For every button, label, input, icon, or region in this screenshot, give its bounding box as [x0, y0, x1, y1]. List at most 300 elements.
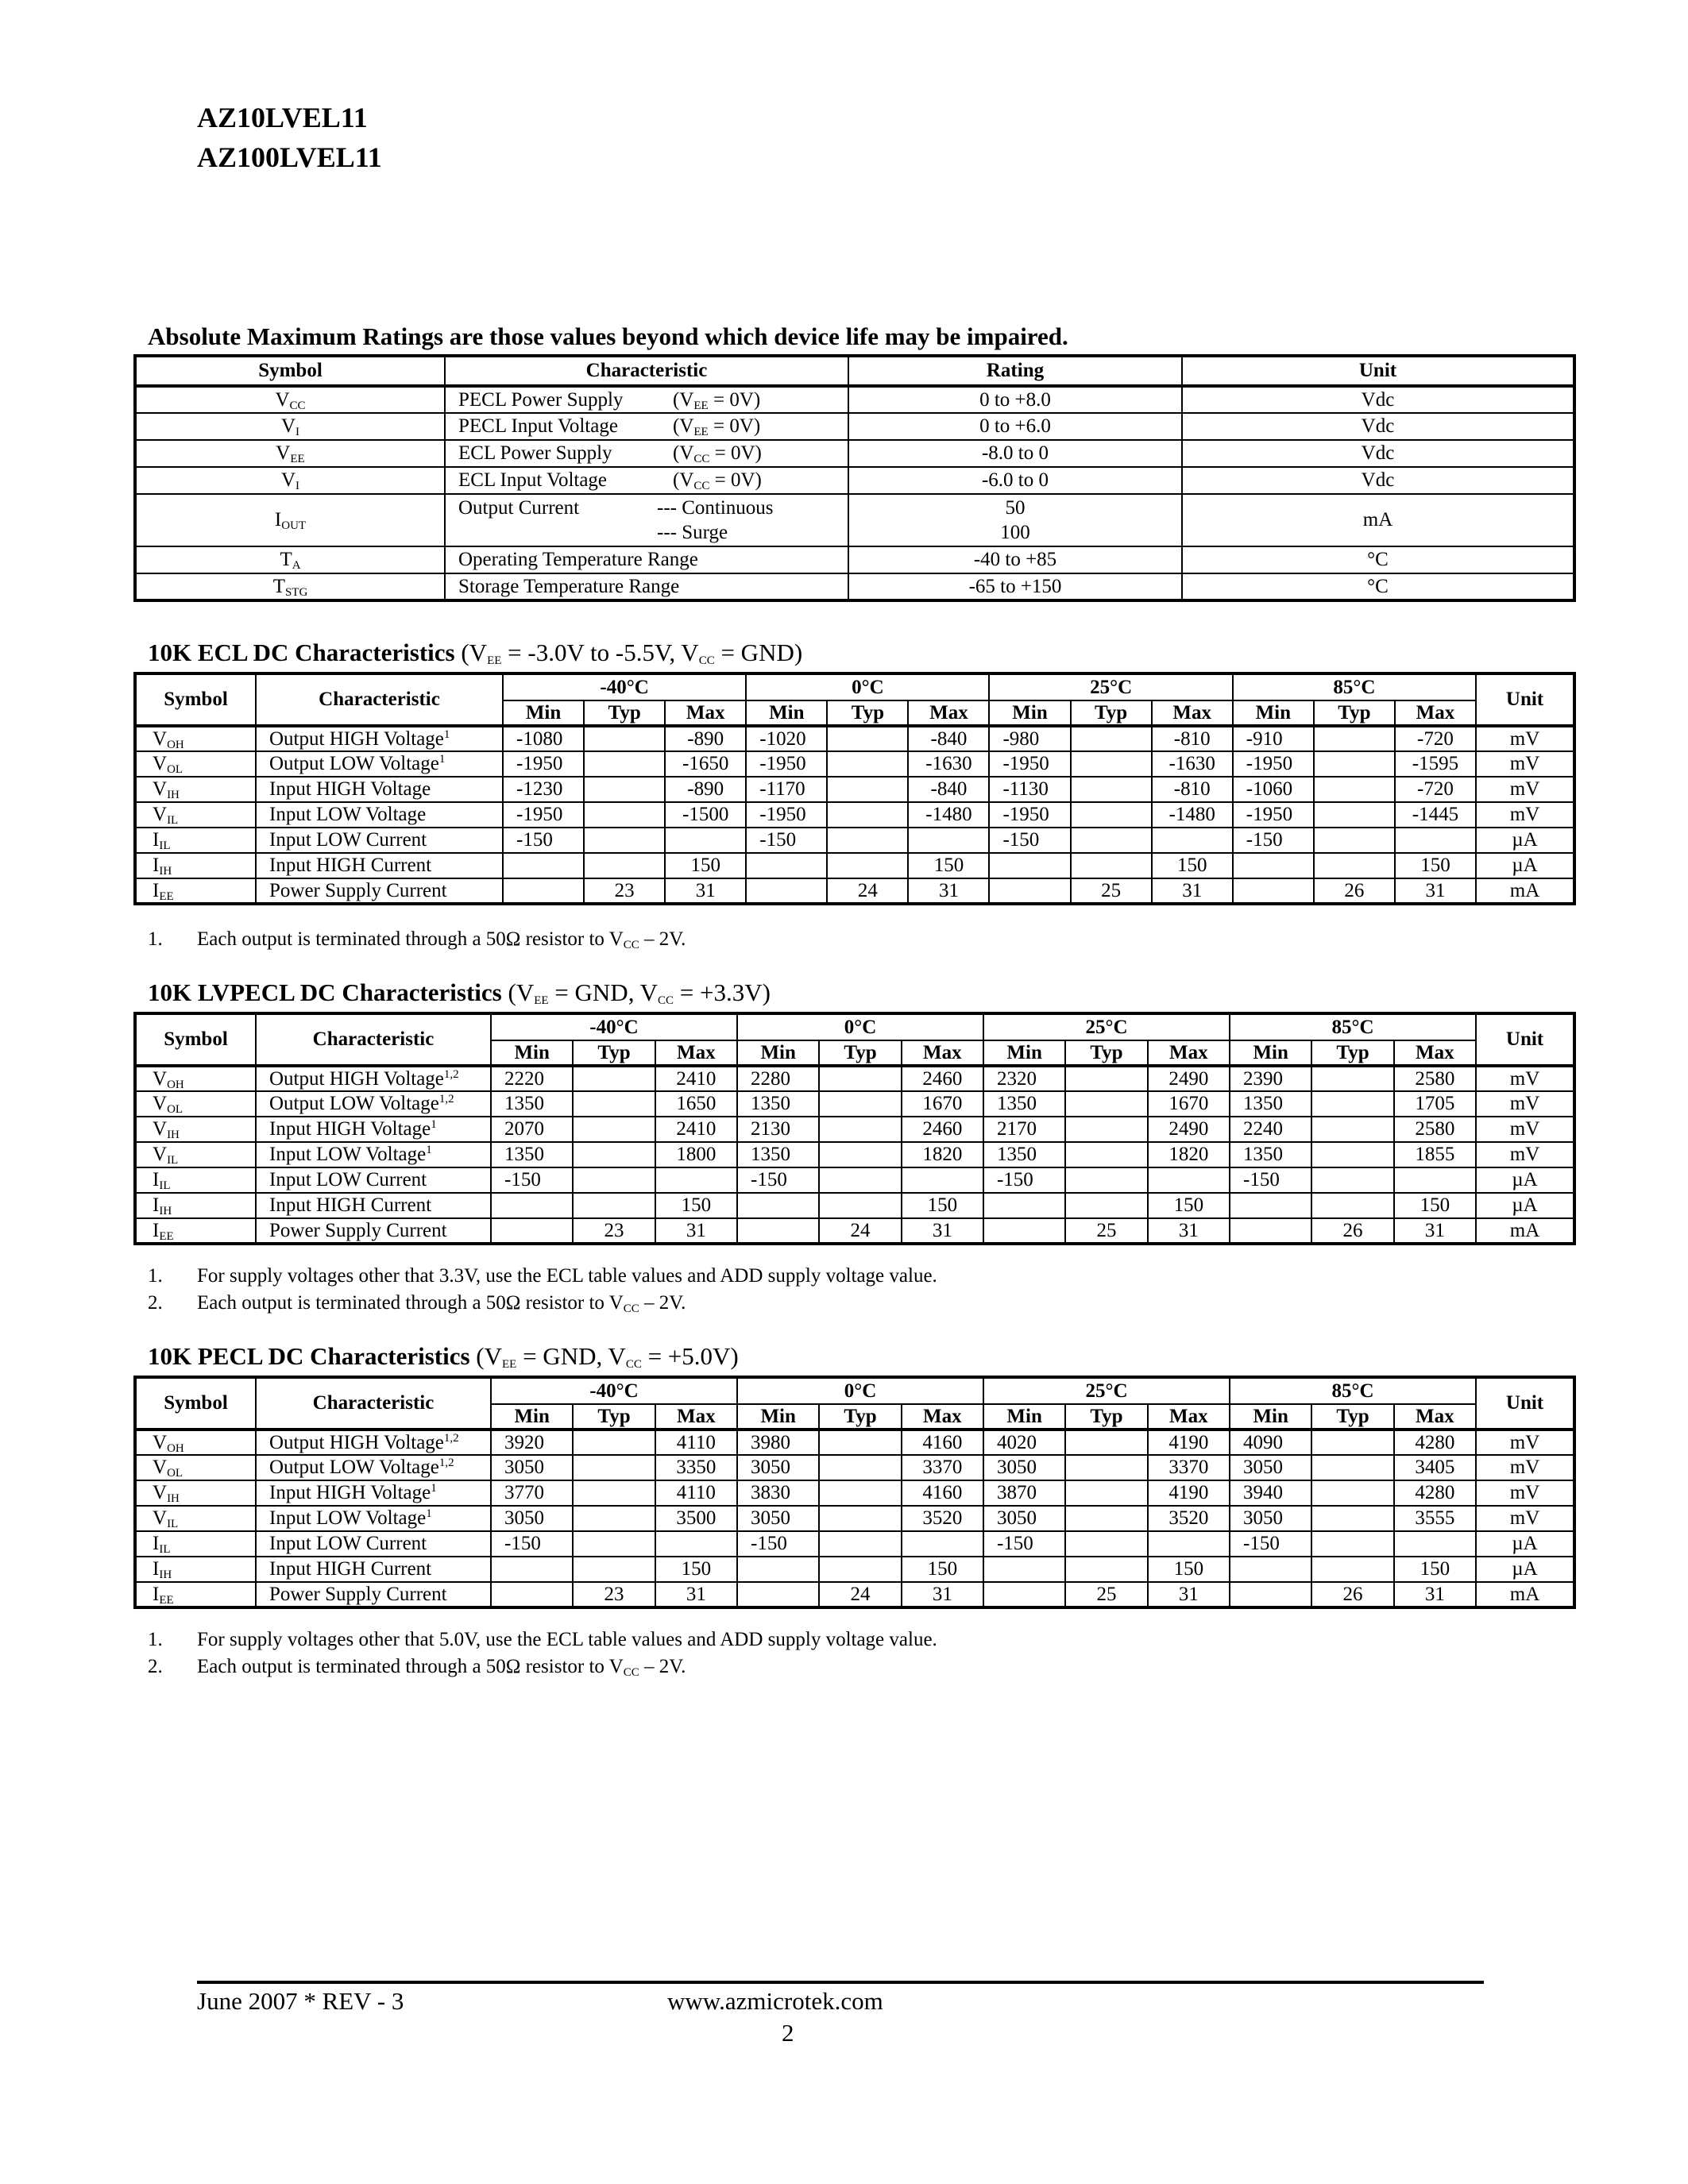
dc-characteristic: Output LOW Voltage$^1$: [256, 751, 503, 777]
abs-characteristic: PECL Power Supply $(V_{EE} = 0V)$: [445, 386, 848, 413]
dc-value: 3520: [902, 1506, 983, 1531]
dc-row: [135, 828, 1574, 853]
minmax-header: Min: [491, 1404, 573, 1430]
dc-characteristic: Input LOW Voltage: [256, 802, 503, 828]
dc-row: [135, 726, 1574, 751]
dc-value: -840: [908, 726, 989, 751]
dc-unit: mA: [1476, 1582, 1574, 1607]
dc-value: [573, 1531, 655, 1557]
dc-value: 150: [902, 1557, 983, 1582]
dc-value: [1148, 1167, 1230, 1193]
dc-row: [135, 853, 1574, 878]
dc-value: 150: [1148, 1193, 1230, 1218]
dc-row: [135, 802, 1574, 828]
dc-value: -150: [737, 1167, 819, 1193]
dc-value: 25: [1071, 878, 1152, 904]
dc-value: -1480: [1152, 802, 1233, 828]
dc-value: [584, 777, 665, 802]
dc-value: [1065, 1531, 1147, 1557]
minmax-header: Min: [737, 1040, 819, 1066]
dc-row: [135, 777, 1574, 802]
dc-row: [135, 1455, 1574, 1480]
dc-value: [573, 1117, 655, 1142]
dc-value: 4160: [902, 1480, 983, 1506]
pecl-notes: [148, 1626, 937, 1680]
dc-value: -150: [1233, 828, 1314, 853]
dc-value: -1130: [989, 777, 1070, 802]
dc-value: -1950: [503, 802, 584, 828]
dc-symbol: $I_{EE}$: [135, 878, 256, 904]
dc-value: [1065, 1142, 1147, 1167]
dc-value: 150: [665, 853, 746, 878]
abs-row: [135, 440, 1574, 467]
dc-value: 3520: [1148, 1506, 1230, 1531]
ecl-notes: [148, 926, 686, 953]
dc-value: [1071, 828, 1152, 853]
dc-value: -1650: [665, 751, 746, 777]
dc-value: 3770: [491, 1480, 573, 1506]
dc-value: 1350: [983, 1142, 1065, 1167]
abs-characteristic: Output Current --- Continuous --- Surge: [445, 494, 848, 546]
dc-value: 150: [908, 853, 989, 878]
footer-rule: [197, 1981, 1484, 1984]
dc-value: [819, 1480, 901, 1506]
dc-value: 26: [1311, 1218, 1393, 1244]
dc-unit: µA: [1476, 1193, 1574, 1218]
dc-symbol: $V_{IL}$: [135, 802, 256, 828]
temp-header: -40°C: [491, 1013, 737, 1040]
dc-value: [819, 1193, 901, 1218]
dc-value: [584, 828, 665, 853]
dc-value: -150: [1230, 1167, 1311, 1193]
dc-value: 1670: [1148, 1091, 1230, 1117]
dc-row: [135, 1506, 1574, 1531]
minmax-header: Min: [746, 700, 827, 726]
minmax-header: Max: [1152, 700, 1233, 726]
dc-value: [819, 1142, 901, 1167]
dc-value: -1480: [908, 802, 989, 828]
dc-value: [573, 1091, 655, 1117]
dc-unit: mV: [1476, 1506, 1574, 1531]
dc-value: 1350: [737, 1142, 819, 1167]
dc-value: -1595: [1395, 751, 1476, 777]
dc-row: [135, 878, 1574, 904]
dc-header-temps: [135, 673, 1574, 700]
dc-row: [135, 751, 1574, 777]
dc-value: [902, 1531, 983, 1557]
dc-value: 3050: [1230, 1506, 1311, 1531]
dc-value: -150: [983, 1531, 1065, 1557]
dc-characteristic: Input LOW Voltage$^1$: [256, 1506, 491, 1531]
dc-value: [746, 853, 827, 878]
dc-value: [1071, 853, 1152, 878]
abs-rating: -6.0 to 0: [848, 467, 1182, 494]
dc-unit: mA: [1476, 1218, 1574, 1244]
dc-unit: mV: [1476, 726, 1574, 751]
dc-value: 4160: [902, 1430, 983, 1455]
abs-symbol: $T_{STG}$: [135, 573, 445, 600]
dc-value: 4190: [1148, 1480, 1230, 1506]
dc-value: [983, 1582, 1065, 1607]
minmax-header: Max: [1394, 1404, 1476, 1430]
dc-characteristic-header: Characteristic: [256, 673, 503, 726]
dc-value: [908, 828, 989, 853]
dc-value: 31: [1395, 878, 1476, 904]
minmax-header: Typ: [819, 1404, 901, 1430]
dc-unit-header: Unit: [1476, 1013, 1574, 1066]
dc-value: [1311, 1117, 1393, 1142]
minmax-header: Max: [655, 1040, 737, 1066]
dc-value: [1314, 853, 1395, 878]
abs-rating: 0 to +8.0: [848, 386, 1182, 413]
dc-value: 1350: [1230, 1091, 1311, 1117]
abs-row: [135, 386, 1574, 413]
dc-value: 1670: [902, 1091, 983, 1117]
dc-value: -1950: [746, 802, 827, 828]
dc-symbol: $V_{IH}$: [135, 1480, 256, 1506]
dc-value: [573, 1557, 655, 1582]
dc-value: 150: [902, 1193, 983, 1218]
abs-header-row: [135, 356, 1574, 386]
dc-unit: µA: [1476, 828, 1574, 853]
dc-value: -150: [983, 1167, 1065, 1193]
dc-symbol: $V_{OH}$: [135, 1430, 256, 1455]
dc-value: [665, 828, 746, 853]
dc-unit: mV: [1476, 1142, 1574, 1167]
dc-value: -1020: [746, 726, 827, 751]
dc-symbol: $V_{IH}$: [135, 777, 256, 802]
pecl-section-title: 10K PECL DC Characteristics ($V_{EE}$ = GND, $V_{CC} = +5.0V$): [148, 1342, 739, 1371]
dc-value: [1148, 1531, 1230, 1557]
dc-value: [1065, 1557, 1147, 1582]
dc-characteristic: Input HIGH Current: [256, 853, 503, 878]
dc-value: [989, 853, 1070, 878]
dc-value: [827, 726, 908, 751]
abs-max-table: [133, 354, 1576, 602]
dc-value: -150: [491, 1167, 573, 1193]
dc-value: [819, 1167, 901, 1193]
minmax-header: Typ: [1311, 1040, 1393, 1066]
dc-value: [1311, 1480, 1393, 1506]
dc-value: 150: [655, 1193, 737, 1218]
abs-rating: -65 to +150: [848, 573, 1182, 600]
temp-header: 0°C: [746, 673, 989, 700]
minmax-header: Typ: [1065, 1040, 1147, 1066]
minmax-header: Max: [1148, 1404, 1230, 1430]
footer-website[interactable]: www.azmicrotek.com: [667, 1987, 883, 2015]
dc-symbol: $V_{OL}$: [135, 1455, 256, 1480]
dc-characteristic: Input LOW Voltage$^1$: [256, 1142, 491, 1167]
dc-value: 23: [573, 1582, 655, 1607]
minmax-header: Typ: [584, 700, 665, 726]
pecl-dc-table: [133, 1376, 1576, 1609]
dc-unit: µA: [1476, 853, 1574, 878]
dc-unit: mV: [1476, 1117, 1574, 1142]
dc-value: 3050: [983, 1455, 1065, 1480]
dc-value: 31: [902, 1218, 983, 1244]
footnote: 1. For supply voltages other that 5.0V, use the ECL table values and ADD supply voltage value.: [148, 1629, 937, 1650]
minmax-header: Min: [983, 1404, 1065, 1430]
temp-header: -40°C: [503, 673, 746, 700]
dc-value: [1311, 1531, 1393, 1557]
dc-value: -1950: [1233, 751, 1314, 777]
footer-date-rev: June 2007 * REV - 3: [197, 1987, 404, 2015]
dc-value: [983, 1557, 1065, 1582]
dc-unit: mV: [1476, 777, 1574, 802]
dc-value: [584, 853, 665, 878]
dc-value: [573, 1142, 655, 1167]
dc-value: 1650: [655, 1091, 737, 1117]
dc-value: -1630: [1152, 751, 1233, 777]
dc-value: [819, 1557, 901, 1582]
dc-value: [1065, 1091, 1147, 1117]
dc-value: 2580: [1394, 1117, 1476, 1142]
dc-value: 31: [1394, 1582, 1476, 1607]
dc-value: 31: [1148, 1582, 1230, 1607]
dc-value: [584, 726, 665, 751]
dc-value: [1394, 1531, 1476, 1557]
dc-value: 3050: [983, 1506, 1065, 1531]
dc-characteristic: Input HIGH Voltage$^1$: [256, 1480, 491, 1506]
dc-value: [819, 1531, 901, 1557]
dc-value: -1080: [503, 726, 584, 751]
dc-row: [135, 1531, 1574, 1557]
dc-value: [1230, 1557, 1311, 1582]
dc-value: [983, 1193, 1065, 1218]
dc-symbol: $V_{IH}$: [135, 1117, 256, 1142]
dc-value: [1311, 1091, 1393, 1117]
minmax-header: Min: [491, 1040, 573, 1066]
dc-value: 150: [1148, 1557, 1230, 1582]
dc-value: -150: [503, 828, 584, 853]
dc-value: -1445: [1395, 802, 1476, 828]
dc-value: -1950: [746, 751, 827, 777]
minmax-header: Typ: [573, 1040, 655, 1066]
minmax-header: Typ: [1065, 1404, 1147, 1430]
dc-value: 2320: [983, 1066, 1065, 1091]
temp-header: 0°C: [737, 1377, 983, 1404]
minmax-header: Typ: [827, 700, 908, 726]
temp-header: 0°C: [737, 1013, 983, 1040]
dc-value: 2490: [1148, 1117, 1230, 1142]
dc-characteristic: Power Supply Current: [256, 1218, 491, 1244]
dc-value: 1350: [491, 1142, 573, 1167]
abs-unit: °C: [1182, 546, 1574, 573]
minmax-header: Typ: [819, 1040, 901, 1066]
dc-value: [1152, 828, 1233, 853]
dc-value: 1800: [655, 1142, 737, 1167]
dc-value: 3830: [737, 1480, 819, 1506]
minmax-header: Max: [902, 1404, 983, 1430]
dc-value: [655, 1531, 737, 1557]
dc-value: 1820: [1148, 1142, 1230, 1167]
dc-value: 3050: [737, 1455, 819, 1480]
dc-value: [1065, 1506, 1147, 1531]
dc-unit-header: Unit: [1476, 673, 1574, 726]
dc-unit: mV: [1476, 1455, 1574, 1480]
dc-value: 3920: [491, 1430, 573, 1455]
abs-unit: Vdc: [1182, 467, 1574, 494]
dc-value: 1820: [902, 1142, 983, 1167]
dc-value: [573, 1066, 655, 1091]
abs-symbol: $I_{OUT}$: [135, 494, 445, 546]
dc-row: [135, 1167, 1574, 1193]
temp-header: 85°C: [1233, 673, 1476, 700]
dc-symbol: $V_{OH}$: [135, 726, 256, 751]
dc-value: 24: [819, 1582, 901, 1607]
abs-max-title: Absolute Maximum Ratings are those values beyond which device life may be impaired.: [148, 322, 1068, 350]
dc-value: 4020: [983, 1430, 1065, 1455]
dc-value: 2410: [655, 1066, 737, 1091]
dc-characteristic: Input LOW Current: [256, 1167, 491, 1193]
abs-characteristic: Operating Temperature Range: [445, 546, 848, 573]
dc-value: 2410: [655, 1117, 737, 1142]
dc-value: [1311, 1142, 1393, 1167]
dc-characteristic-header: Characteristic: [256, 1013, 491, 1066]
dc-value: 25: [1065, 1218, 1147, 1244]
dc-value: 23: [584, 878, 665, 904]
dc-symbol: $I_{IL}$: [135, 828, 256, 853]
dc-value: 26: [1314, 878, 1395, 904]
dc-value: 3555: [1394, 1506, 1476, 1531]
footnote: 1. Each output is terminated through a 50Ω resistor to $V_{CC} - 2V$.: [148, 928, 686, 951]
dc-value: [573, 1167, 655, 1193]
dc-value: 3370: [1148, 1455, 1230, 1480]
dc-value: 2280: [737, 1066, 819, 1091]
abs-symbol: $V_{CC}$: [135, 386, 445, 413]
dc-symbol: $I_{IH}$: [135, 1557, 256, 1582]
dc-value: -890: [665, 726, 746, 751]
dc-value: [1311, 1506, 1393, 1531]
dc-value: [1071, 726, 1152, 751]
dc-value: [827, 828, 908, 853]
dc-symbol: $V_{OL}$: [135, 751, 256, 777]
dc-characteristic: Output LOW Voltage$^{1,2}$: [256, 1091, 491, 1117]
ecl-dc-table: [133, 672, 1576, 905]
dc-value: [819, 1091, 901, 1117]
dc-header-temps: [135, 1377, 1574, 1404]
dc-value: [1230, 1193, 1311, 1218]
dc-row: [135, 1430, 1574, 1455]
abs-row: [135, 467, 1574, 494]
dc-symbol: $I_{IH}$: [135, 1193, 256, 1218]
dc-value: [1065, 1455, 1147, 1480]
dc-value: 3405: [1394, 1455, 1476, 1480]
dc-symbol-header: Symbol: [135, 1013, 256, 1066]
dc-symbol: $I_{EE}$: [135, 1582, 256, 1607]
dc-value: -720: [1395, 726, 1476, 751]
dc-value: [1233, 853, 1314, 878]
dc-value: -720: [1395, 777, 1476, 802]
temp-header: 25°C: [983, 1013, 1230, 1040]
dc-value: -1950: [1233, 802, 1314, 828]
dc-value: [1233, 878, 1314, 904]
abs-rating: -40 to +85: [848, 546, 1182, 573]
dc-value: [1071, 802, 1152, 828]
dc-value: 25: [1065, 1582, 1147, 1607]
dc-value: 1350: [983, 1091, 1065, 1117]
minmax-header: Min: [1233, 700, 1314, 726]
dc-value: 150: [1152, 853, 1233, 878]
dc-characteristic: Output HIGH Voltage$^{1,2}$: [256, 1430, 491, 1455]
dc-value: [1071, 751, 1152, 777]
dc-value: [983, 1218, 1065, 1244]
dc-value: -1060: [1233, 777, 1314, 802]
dc-value: [827, 751, 908, 777]
dc-value: [584, 802, 665, 828]
dc-value: [1065, 1480, 1147, 1506]
dc-value: -810: [1152, 777, 1233, 802]
dc-characteristic: Output HIGH Voltage$^1$: [256, 726, 503, 751]
dc-value: [1314, 802, 1395, 828]
dc-value: 4280: [1394, 1430, 1476, 1455]
dc-value: 1705: [1394, 1091, 1476, 1117]
dc-value: [737, 1557, 819, 1582]
dc-characteristic: Input LOW Current: [256, 828, 503, 853]
footnote: 2. Each output is terminated through a 50Ω resistor to $V_{CC} - 2V$.: [148, 1292, 686, 1315]
dc-value: [503, 878, 584, 904]
dc-symbol: $V_{IL}$: [135, 1142, 256, 1167]
dc-value: 3500: [655, 1506, 737, 1531]
dc-value: 3350: [655, 1455, 737, 1480]
footnote: 2. Each output is terminated through a 50Ω resistor to $V_{CC} - 2V$.: [148, 1656, 686, 1679]
dc-row: [135, 1091, 1574, 1117]
minmax-header: Max: [902, 1040, 983, 1066]
dc-value: 150: [655, 1557, 737, 1582]
dc-value: [1230, 1582, 1311, 1607]
dc-symbol: $I_{IL}$: [135, 1531, 256, 1557]
dc-value: 3050: [1230, 1455, 1311, 1480]
dc-unit: mA: [1476, 878, 1574, 904]
dc-value: -1170: [746, 777, 827, 802]
dc-value: -840: [908, 777, 989, 802]
dc-unit: µA: [1476, 1557, 1574, 1582]
dc-value: [827, 802, 908, 828]
dc-characteristic-header: Characteristic: [256, 1377, 491, 1430]
dc-value: 3870: [983, 1480, 1065, 1506]
dc-value: [746, 878, 827, 904]
minmax-header: Max: [908, 700, 989, 726]
dc-value: 2460: [902, 1066, 983, 1091]
lvpecl-notes: [148, 1263, 937, 1317]
minmax-header: Min: [1230, 1040, 1311, 1066]
dc-value: 4280: [1394, 1480, 1476, 1506]
dc-unit: mV: [1476, 1066, 1574, 1091]
dc-value: 31: [665, 878, 746, 904]
abs-symbol: $V_I$: [135, 467, 445, 494]
dc-value: 1350: [737, 1091, 819, 1117]
dc-value: 3980: [737, 1430, 819, 1455]
dc-characteristic: Input HIGH Voltage$^1$: [256, 1117, 491, 1142]
dc-value: [1314, 828, 1395, 853]
dc-row: [135, 1218, 1574, 1244]
temp-header: -40°C: [491, 1377, 737, 1404]
dc-value: 150: [1394, 1557, 1476, 1582]
dc-value: [902, 1167, 983, 1193]
abs-col-header: Rating: [848, 356, 1182, 386]
dc-value: 3050: [737, 1506, 819, 1531]
dc-characteristic: Power Supply Current: [256, 878, 503, 904]
dc-row: [135, 1142, 1574, 1167]
dc-value: [573, 1506, 655, 1531]
dc-value: [1395, 828, 1476, 853]
dc-unit: µA: [1476, 1531, 1574, 1557]
dc-value: [573, 1455, 655, 1480]
dc-value: -1230: [503, 777, 584, 802]
dc-value: [819, 1455, 901, 1480]
dc-value: 26: [1311, 1582, 1393, 1607]
dc-value: 2220: [491, 1066, 573, 1091]
